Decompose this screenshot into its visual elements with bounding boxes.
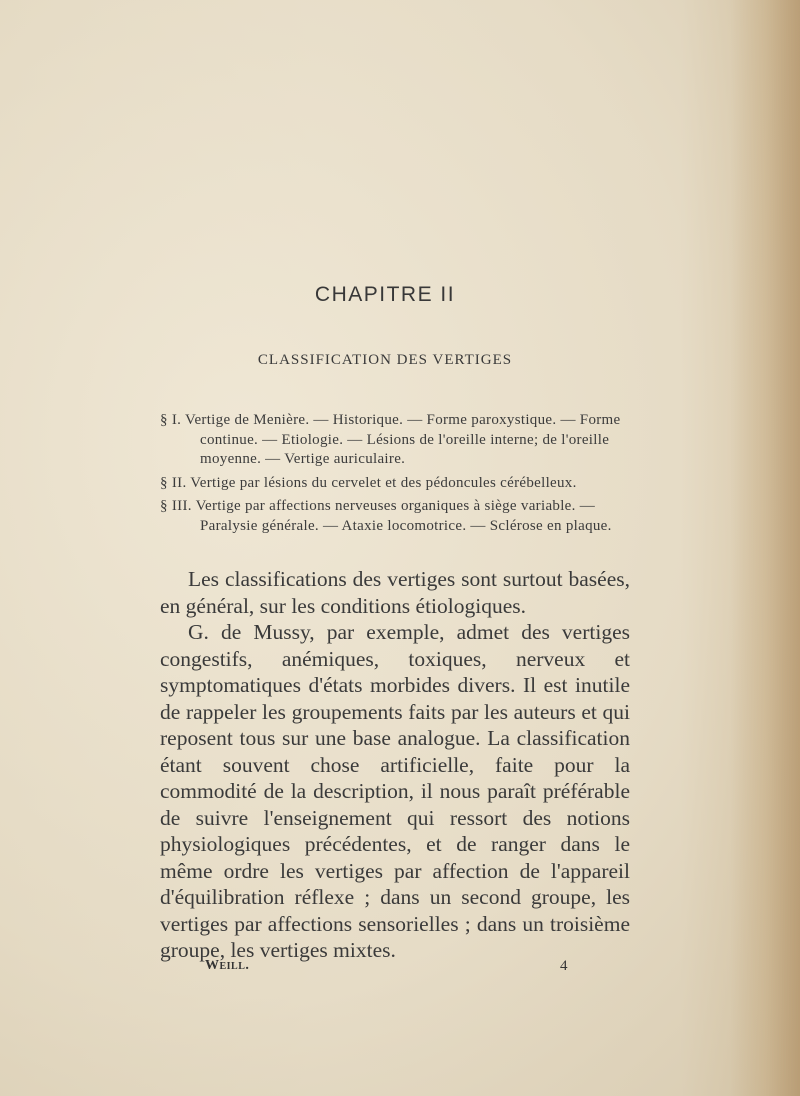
page-edge-stain (730, 0, 800, 1096)
summary-mark: § III. (160, 498, 192, 514)
chapter-title: CHAPITRE II (314, 283, 456, 306)
summary-item-1 (160, 411, 630, 470)
summary-text: Vertige de Menière. — Historique. — Forme paroxystique. — Forme continue. — Etiologie. — Lésions de l'oreille interne; de l'oreille moyenne. — Vertige auriculaire. (184, 412, 621, 467)
summary-mark: § I. (160, 412, 182, 428)
summary-item-2 (160, 474, 630, 494)
summary-item-3 (160, 497, 630, 536)
chapter-summary (160, 411, 630, 540)
body-text (160, 566, 630, 964)
paragraph-2: G. de Mussy, par exemple, admet des vertiges congestifs, anémiques, toxiques, nerveux et symptomatiques d'états morbides divers. Il est inutile de rappeler les groupements faits par les auteurs et qui reposent tous sur une base analogue. La classification étant souvent chose artificielle, faite pour la commodité de la description, il nous paraît préférable de suivre l'enseignement qui ressort des notions physiologiques précédentes, et de ranger dans le même ordre les vertiges par affection de l'appareil d'équilibration réflexe ; dans un second groupe, les vertiges par affections sensorielles ; dans un troisième groupe, les vertiges mixtes. (160, 620, 630, 962)
paragraph-1: Les classifications des vertiges sont surtout basées, en général, sur les conditions étiologiques. (160, 567, 630, 618)
summary-text: Vertige par lésions du cervelet et des pédoncules cérébelleux. (190, 474, 577, 491)
footer-signature: 4 (560, 958, 568, 974)
summary-text: Vertige par affections nerveuses organiques à siège variable. — Paralysie générale. — Ataxie locomotrice. — Sclérose en plaque. (195, 498, 612, 534)
section-title: CLASSIFICATION DES VERTIGES (257, 352, 513, 368)
footer-author: Weill. (205, 958, 250, 973)
summary-mark: § II. (160, 474, 187, 491)
